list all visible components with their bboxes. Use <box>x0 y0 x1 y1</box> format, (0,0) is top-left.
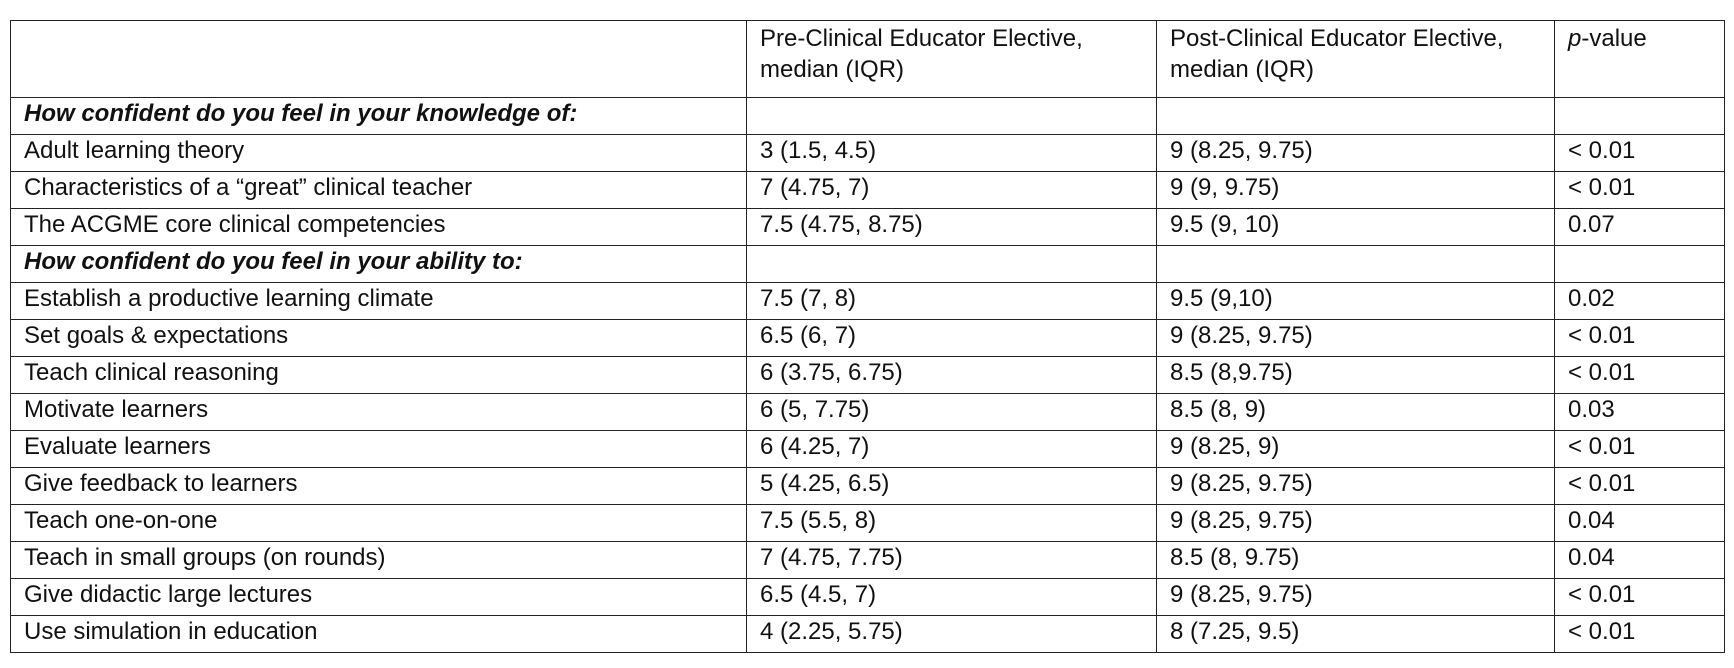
header-cell-pre: Pre-Clinical Educator Elective, median (IQR) <box>747 21 1157 98</box>
post-value-cell: 9 (8.25, 9.75) <box>1157 135 1555 172</box>
pre-value-cell: 7.5 (7, 8) <box>747 283 1157 320</box>
p-value-cell <box>1555 246 1725 283</box>
p-value-cell: 0.02 <box>1555 283 1725 320</box>
row-label-cell: Teach clinical reasoning <box>11 357 747 394</box>
pre-value-cell: 6 (5, 7.75) <box>747 394 1157 431</box>
table-row <box>11 468 1725 505</box>
row-label-cell: Use simulation in education <box>11 616 747 653</box>
table-row <box>11 505 1725 542</box>
table-row <box>11 579 1725 616</box>
pre-value-cell: 6 (3.75, 6.75) <box>747 357 1157 394</box>
row-label-cell: Evaluate learners <box>11 431 747 468</box>
pre-value-cell: 7.5 (5.5, 8) <box>747 505 1157 542</box>
table-row <box>11 135 1725 172</box>
table-row <box>11 320 1725 357</box>
p-value-cell: < 0.01 <box>1555 616 1725 653</box>
post-value-cell <box>1157 98 1555 135</box>
p-value-cell: 0.04 <box>1555 505 1725 542</box>
header-p-rest: -value <box>1581 25 1647 52</box>
row-label-cell: Adult learning theory <box>11 135 747 172</box>
table-row <box>11 394 1725 431</box>
p-value-cell: 0.04 <box>1555 542 1725 579</box>
p-value-cell <box>1555 98 1725 135</box>
table-container <box>10 20 1725 653</box>
p-value-cell: < 0.01 <box>1555 135 1725 172</box>
post-value-cell: 9.5 (9, 10) <box>1157 209 1555 246</box>
p-value-cell: < 0.01 <box>1555 357 1725 394</box>
row-label-cell: Establish a productive learning climate <box>11 283 747 320</box>
pre-value-cell: 6 (4.25, 7) <box>747 431 1157 468</box>
pre-value-cell: 3 (1.5, 4.5) <box>747 135 1157 172</box>
table-row <box>11 357 1725 394</box>
pre-value-cell: 5 (4.25, 6.5) <box>747 468 1157 505</box>
table-row <box>11 431 1725 468</box>
row-label-cell: How confident do you feel in your knowledge of: <box>11 98 747 135</box>
table-row <box>11 616 1725 653</box>
pre-value-cell <box>747 98 1157 135</box>
table-row <box>11 542 1725 579</box>
p-value-cell: < 0.01 <box>1555 431 1725 468</box>
results-table <box>10 20 1725 653</box>
p-value-cell: < 0.01 <box>1555 172 1725 209</box>
post-value-cell: 9.5 (9,10) <box>1157 283 1555 320</box>
row-label-cell: Motivate learners <box>11 394 747 431</box>
post-value-cell: 9 (8.25, 9.75) <box>1157 468 1555 505</box>
p-value-cell: 0.07 <box>1555 209 1725 246</box>
pre-value-cell: 6.5 (4.5, 7) <box>747 579 1157 616</box>
header-p-italic: p <box>1568 25 1582 52</box>
section-row <box>11 98 1725 135</box>
pre-value-cell: 4 (2.25, 5.75) <box>747 616 1157 653</box>
post-value-cell: 9 (8.25, 9.75) <box>1157 320 1555 357</box>
header-cell-p-value <box>1555 21 1725 98</box>
row-label-cell: Set goals & expectations <box>11 320 747 357</box>
pre-value-cell: 7.5 (4.75, 8.75) <box>747 209 1157 246</box>
post-value-cell: 8.5 (8, 9) <box>1157 394 1555 431</box>
p-value-cell: < 0.01 <box>1555 320 1725 357</box>
section-row <box>11 246 1725 283</box>
post-value-cell: 9 (9, 9.75) <box>1157 172 1555 209</box>
post-value-cell: 8 (7.25, 9.5) <box>1157 616 1555 653</box>
post-value-cell: 8.5 (8,9.75) <box>1157 357 1555 394</box>
row-label-cell: Give didactic large lectures <box>11 579 747 616</box>
table-body <box>11 21 1725 653</box>
p-value-cell: 0.03 <box>1555 394 1725 431</box>
row-label-cell: How confident do you feel in your ability to: <box>11 246 747 283</box>
pre-value-cell: 7 (4.75, 7) <box>747 172 1157 209</box>
row-label-cell: Teach one-on-one <box>11 505 747 542</box>
p-value-cell: < 0.01 <box>1555 579 1725 616</box>
post-value-cell: 9 (8.25, 9.75) <box>1157 505 1555 542</box>
table-row <box>11 283 1725 320</box>
table-row <box>11 209 1725 246</box>
pre-value-cell: 6.5 (6, 7) <box>747 320 1157 357</box>
post-value-cell: 9 (8.25, 9) <box>1157 431 1555 468</box>
row-label-cell: Characteristics of a “great” clinical teacher <box>11 172 747 209</box>
row-label-cell: Give feedback to learners <box>11 468 747 505</box>
pre-value-cell <box>747 246 1157 283</box>
p-value-cell: < 0.01 <box>1555 468 1725 505</box>
table-row <box>11 172 1725 209</box>
row-label-cell: The ACGME core clinical competencies <box>11 209 747 246</box>
pre-value-cell: 7 (4.75, 7.75) <box>747 542 1157 579</box>
header-row <box>11 21 1725 98</box>
row-label-cell: Teach in small groups (on rounds) <box>11 542 747 579</box>
post-value-cell: 9 (8.25, 9.75) <box>1157 579 1555 616</box>
header-cell-post: Post-Clinical Educator Elective, median (IQR) <box>1157 21 1555 98</box>
post-value-cell <box>1157 246 1555 283</box>
header-cell-label <box>11 21 747 98</box>
post-value-cell: 8.5 (8, 9.75) <box>1157 542 1555 579</box>
